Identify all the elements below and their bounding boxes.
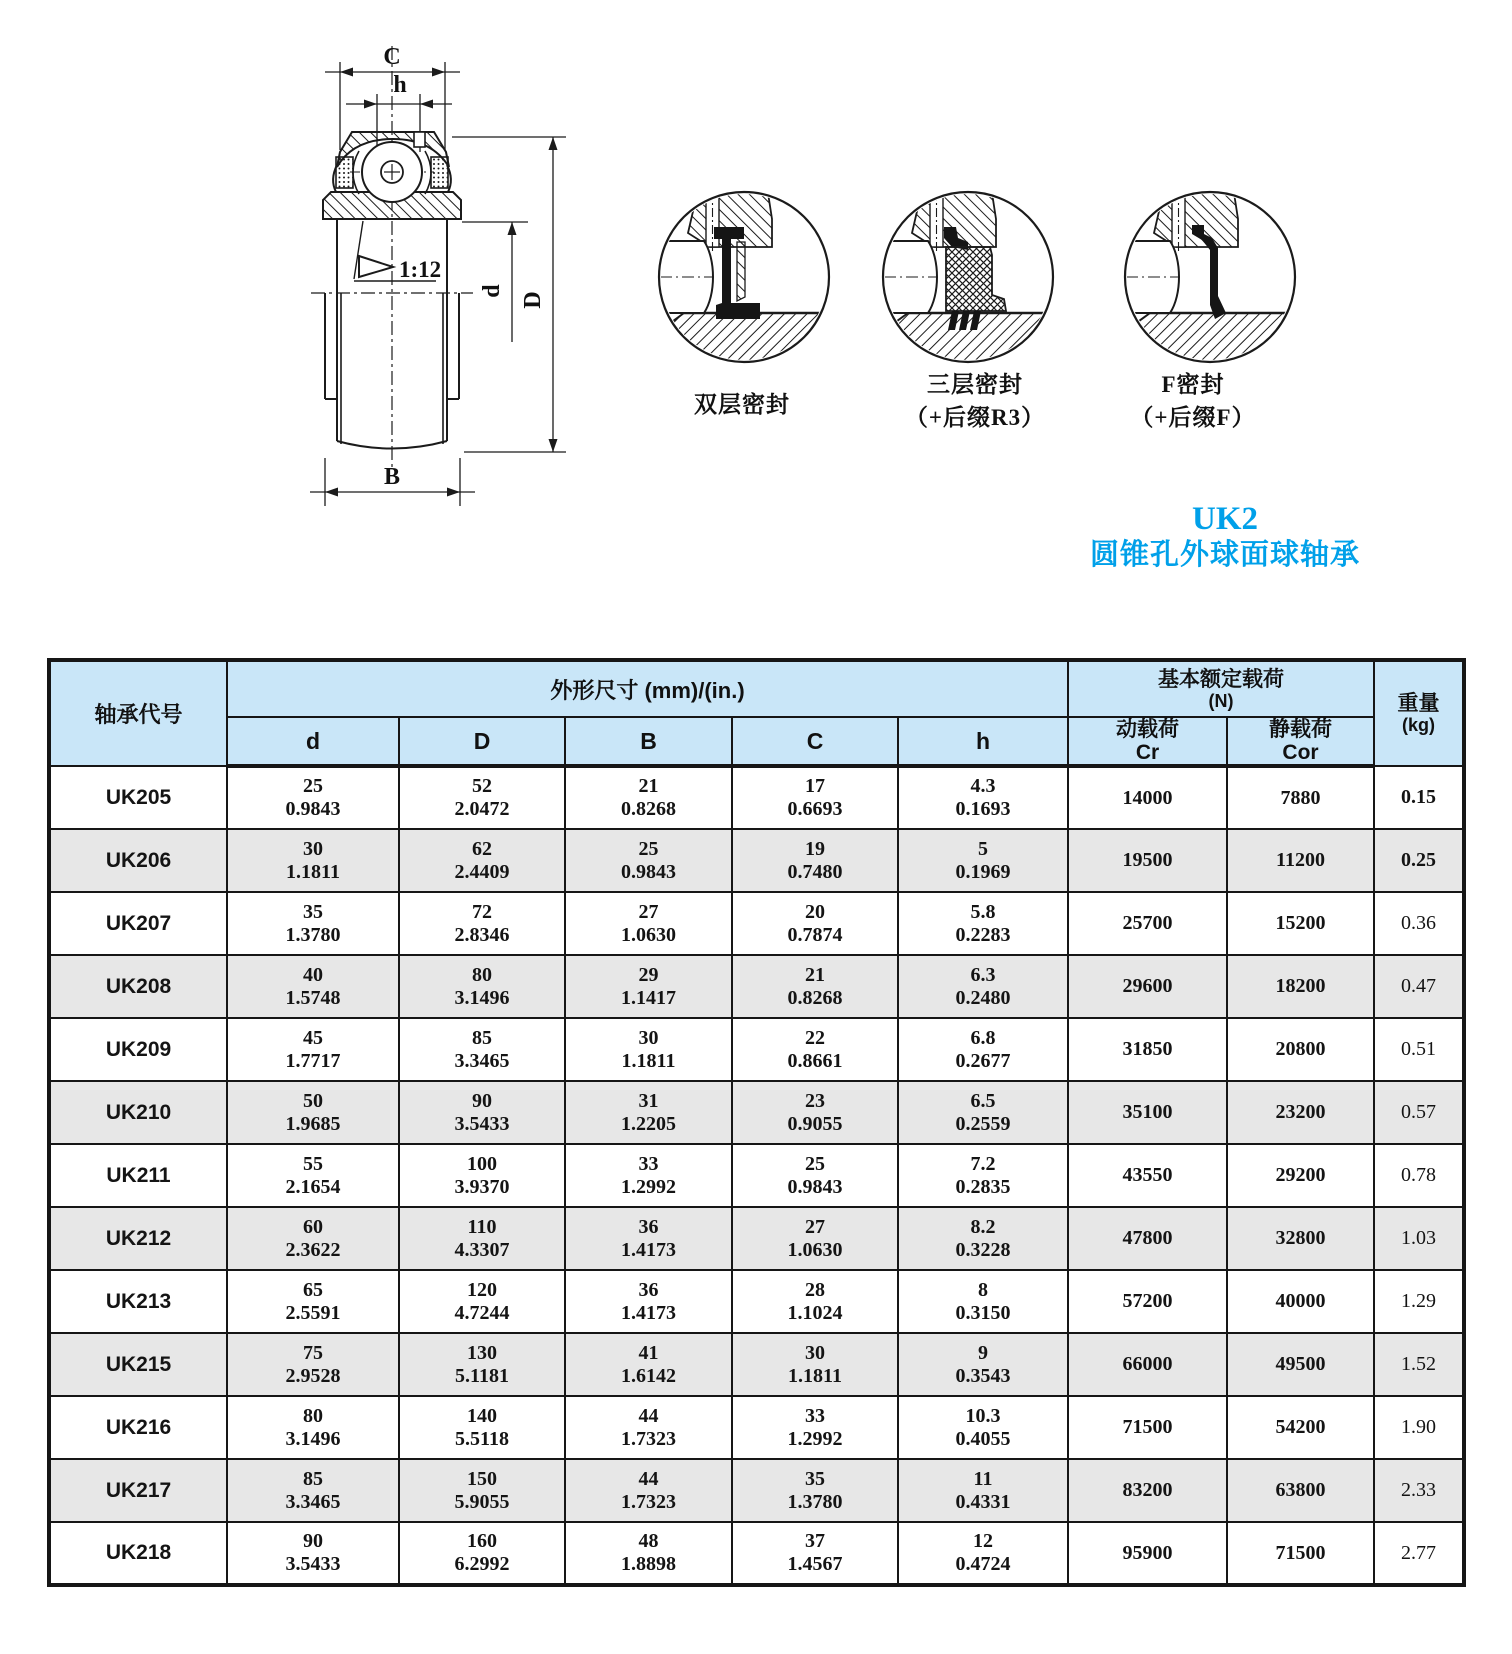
- seal-caption-text: F密封: [1161, 372, 1225, 397]
- cell-C: 19 0.7480: [732, 829, 898, 892]
- cell-code: UK216: [49, 1396, 227, 1459]
- cell-B: 36 1.4173: [565, 1207, 732, 1270]
- dimension-d: [462, 222, 528, 342]
- cell-D: 80 3.1496: [399, 955, 565, 1018]
- cell-cr: 83200: [1068, 1459, 1227, 1522]
- cell-C: 28 1.1024: [732, 1270, 898, 1333]
- cell-cr: 95900: [1068, 1522, 1227, 1585]
- cell-D: 160 6.2992: [399, 1522, 565, 1585]
- cell-code: UK208: [49, 955, 227, 1018]
- cell-weight: 2.33: [1374, 1459, 1464, 1522]
- cell-h: 5 0.1969: [898, 829, 1068, 892]
- cell-code: UK205: [49, 766, 227, 829]
- cell-h: 10.3 0.4055: [898, 1396, 1068, 1459]
- cell-cor: 20800: [1227, 1018, 1374, 1081]
- table-row: [49, 766, 1464, 829]
- header-weight-title: 重量: [1397, 692, 1440, 715]
- table-body: [49, 766, 1464, 1585]
- cell-h: 12 0.4724: [898, 1522, 1068, 1585]
- cell-D: 90 3.5433: [399, 1081, 565, 1144]
- cell-cr: 29600: [1068, 955, 1227, 1018]
- cell-d: 50 1.9685: [227, 1081, 399, 1144]
- table-row: [49, 1270, 1464, 1333]
- cell-weight: 0.47: [1374, 955, 1464, 1018]
- cell-cor: 23200: [1227, 1081, 1374, 1144]
- header-load-group-title: 基本额定载荷: [1158, 667, 1284, 691]
- cell-code: UK211: [49, 1144, 227, 1207]
- cell-d: 85 3.3465: [227, 1459, 399, 1522]
- header-col-D: D: [399, 717, 565, 766]
- cell-B: 36 1.4173: [565, 1270, 732, 1333]
- cell-weight: 0.25: [1374, 829, 1464, 892]
- taper-ratio-label: 1:12: [399, 257, 442, 282]
- cell-d: 80 3.1496: [227, 1396, 399, 1459]
- cell-cor: 54200: [1227, 1396, 1374, 1459]
- cell-B: 25 0.9843: [565, 829, 732, 892]
- cell-D: 52 2.0472: [399, 766, 565, 829]
- cell-cor: 15200: [1227, 892, 1374, 955]
- left-seal-section: [336, 157, 353, 188]
- table-row: [49, 1207, 1464, 1270]
- cell-D: 120 4.7244: [399, 1270, 565, 1333]
- cell-h: 4.3 0.1693: [898, 766, 1068, 829]
- cell-cr: 57200: [1068, 1270, 1227, 1333]
- table-row: [49, 1459, 1464, 1522]
- table-row: [49, 1081, 1464, 1144]
- cell-cor: 40000: [1227, 1270, 1374, 1333]
- cell-cor: 71500: [1227, 1522, 1374, 1585]
- cell-C: 27 1.0630: [732, 1207, 898, 1270]
- cell-weight: 1.03: [1374, 1207, 1464, 1270]
- cell-cr: 31850: [1068, 1018, 1227, 1081]
- cell-cr: 25700: [1068, 892, 1227, 955]
- cell-weight: 0.15: [1374, 766, 1464, 829]
- cell-code: UK206: [49, 829, 227, 892]
- cell-C: 20 0.7874: [732, 892, 898, 955]
- header-col-B: B: [565, 717, 732, 766]
- dimension-D: [452, 137, 566, 452]
- cell-B: 27 1.0630: [565, 892, 732, 955]
- cell-cr: 47800: [1068, 1207, 1227, 1270]
- cell-cor: 49500: [1227, 1333, 1374, 1396]
- header-dimensions-group: 外形尺寸 (mm)/(in.): [227, 660, 1068, 717]
- cell-D: 140 5.5118: [399, 1396, 565, 1459]
- cell-C: 22 0.8661: [732, 1018, 898, 1081]
- table-row: [49, 1018, 1464, 1081]
- cell-C: 30 1.1811: [732, 1333, 898, 1396]
- cell-d: 65 2.5591: [227, 1270, 399, 1333]
- header-col-h: h: [898, 717, 1068, 766]
- grease-hole: [414, 132, 425, 147]
- table-row: [49, 892, 1464, 955]
- cell-h: 8 0.3150: [898, 1270, 1068, 1333]
- cell-h: 6.3 0.2480: [898, 955, 1068, 1018]
- cell-cor: 32800: [1227, 1207, 1374, 1270]
- seal-caption-suffix: （+后缀R3）: [904, 405, 1046, 430]
- header-load-group-unit: (N): [1208, 690, 1234, 711]
- cell-weight: 1.52: [1374, 1333, 1464, 1396]
- cell-cr: 19500: [1068, 829, 1227, 892]
- cell-cor: 7880: [1227, 766, 1374, 829]
- cell-cr: 43550: [1068, 1144, 1227, 1207]
- table-header: [49, 660, 1464, 766]
- cell-B: 31 1.2205: [565, 1081, 732, 1144]
- seal-diagram-f: [1124, 191, 1296, 363]
- cell-C: 17 0.6693: [732, 766, 898, 829]
- table-row: [49, 1522, 1464, 1585]
- cell-B: 44 1.7323: [565, 1396, 732, 1459]
- cell-h: 6.5 0.2559: [898, 1081, 1068, 1144]
- cell-C: 37 1.4567: [732, 1522, 898, 1585]
- cell-d: 30 1.1811: [227, 829, 399, 892]
- cell-weight: 1.90: [1374, 1396, 1464, 1459]
- cell-h: 9 0.3543: [898, 1333, 1068, 1396]
- header-load-group: [1068, 660, 1374, 717]
- cell-D: 72 2.8346: [399, 892, 565, 955]
- cell-code: UK217: [49, 1459, 227, 1522]
- cell-cor: 11200: [1227, 829, 1374, 892]
- cell-code: UK215: [49, 1333, 227, 1396]
- cell-weight: 1.29: [1374, 1270, 1464, 1333]
- cell-D: 130 5.1181: [399, 1333, 565, 1396]
- cell-cr: 71500: [1068, 1396, 1227, 1459]
- cell-B: 44 1.7323: [565, 1459, 732, 1522]
- series-name: 圆锥孔外球面球轴承: [1089, 539, 1360, 571]
- header-col-d: d: [227, 717, 399, 766]
- seal-caption-text: 三层密封: [927, 372, 1023, 397]
- cell-cor: 18200: [1227, 955, 1374, 1018]
- dim-label-C: C: [383, 44, 401, 70]
- header-weight: [1374, 660, 1464, 766]
- cell-cr: 66000: [1068, 1333, 1227, 1396]
- cell-D: 85 3.3465: [399, 1018, 565, 1081]
- cell-h: 7.2 0.2835: [898, 1144, 1068, 1207]
- cell-d: 90 3.5433: [227, 1522, 399, 1585]
- dim-label-h: h: [393, 72, 407, 98]
- cell-B: 33 1.2992: [565, 1144, 732, 1207]
- cell-d: 25 0.9843: [227, 766, 399, 829]
- dim-label-B: B: [383, 464, 401, 490]
- cell-C: 25 0.9843: [732, 1144, 898, 1207]
- cell-weight: 0.36: [1374, 892, 1464, 955]
- table-row: [49, 955, 1464, 1018]
- cell-code: UK218: [49, 1522, 227, 1585]
- cell-weight: 0.78: [1374, 1144, 1464, 1207]
- cell-code: UK209: [49, 1018, 227, 1081]
- cell-D: 62 2.4409: [399, 829, 565, 892]
- header-col-cr: 动载荷 Cr: [1068, 717, 1227, 766]
- right-seal-section: [431, 157, 448, 188]
- seal-diagram-triple: [882, 191, 1054, 363]
- cell-B: 30 1.1811: [565, 1018, 732, 1081]
- cell-h: 8.2 0.3228: [898, 1207, 1068, 1270]
- seal-caption-text: 双层密封: [694, 392, 790, 417]
- table-row: [49, 1144, 1464, 1207]
- bearing-section-drawing: [310, 44, 566, 506]
- seal-diagram-double: [658, 191, 830, 363]
- dim-label-D: D: [520, 291, 546, 309]
- cell-d: 45 1.7717: [227, 1018, 399, 1081]
- dimension-B: [310, 458, 475, 506]
- cell-C: 23 0.9055: [732, 1081, 898, 1144]
- seal-caption-triple: [855, 368, 1095, 434]
- taper-annotation: [354, 221, 441, 282]
- cell-h: 5.8 0.2283: [898, 892, 1068, 955]
- table-row: [49, 1396, 1464, 1459]
- dim-label-d: d: [479, 284, 505, 298]
- cell-d: 60 2.3622: [227, 1207, 399, 1270]
- cell-B: 29 1.1417: [565, 955, 732, 1018]
- seal-caption-suffix: （+后缀F）: [1130, 405, 1256, 430]
- cell-C: 33 1.2992: [732, 1396, 898, 1459]
- cell-code: UK210: [49, 1081, 227, 1144]
- cell-weight: 0.57: [1374, 1081, 1464, 1144]
- cell-cr: 14000: [1068, 766, 1227, 829]
- cell-code: UK212: [49, 1207, 227, 1270]
- header-col-C: C: [732, 717, 898, 766]
- cell-d: 55 2.1654: [227, 1144, 399, 1207]
- header-col-cor: 静载荷 Cor: [1227, 717, 1374, 766]
- series-code: UK2: [1192, 501, 1258, 537]
- cell-h: 6.8 0.2677: [898, 1018, 1068, 1081]
- table-row: [49, 1333, 1464, 1396]
- cell-h: 11 0.4331: [898, 1459, 1068, 1522]
- cell-D: 110 4.3307: [399, 1207, 565, 1270]
- seal-caption-double: [622, 388, 862, 421]
- cell-C: 21 0.8268: [732, 955, 898, 1018]
- cell-cor: 63800: [1227, 1459, 1374, 1522]
- cell-d: 35 1.3780: [227, 892, 399, 955]
- cell-cr: 35100: [1068, 1081, 1227, 1144]
- seal-caption-f: [1073, 368, 1313, 434]
- table-row: [49, 829, 1464, 892]
- cell-weight: 2.77: [1374, 1522, 1464, 1585]
- cell-C: 35 1.3780: [732, 1459, 898, 1522]
- taper-symbol: [359, 256, 393, 277]
- header-bearing-code: 轴承代号: [49, 660, 227, 766]
- header-weight-unit: (kg): [1402, 715, 1435, 735]
- series-title-block: [1045, 500, 1405, 572]
- cell-weight: 0.51: [1374, 1018, 1464, 1081]
- cell-d: 75 2.9528: [227, 1333, 399, 1396]
- cell-D: 100 3.9370: [399, 1144, 565, 1207]
- cell-B: 41 1.6142: [565, 1333, 732, 1396]
- cell-D: 150 5.9055: [399, 1459, 565, 1522]
- cell-code: UK207: [49, 892, 227, 955]
- cell-B: 21 0.8268: [565, 766, 732, 829]
- bearing-spec-table: [47, 658, 1466, 1587]
- cell-B: 48 1.8898: [565, 1522, 732, 1585]
- cell-d: 40 1.5748: [227, 955, 399, 1018]
- cell-cor: 29200: [1227, 1144, 1374, 1207]
- cell-code: UK213: [49, 1270, 227, 1333]
